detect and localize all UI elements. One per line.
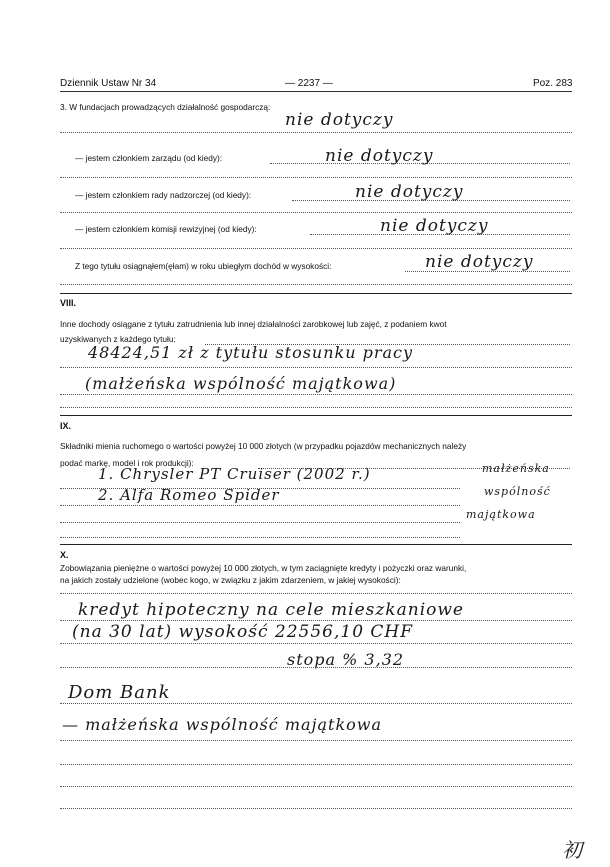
section9-answer-line1: 1. Chrysler PT Cruiser (2002 r.): [98, 465, 371, 483]
dotted-line: [60, 505, 460, 506]
section9-side-note-2: wspólność: [484, 485, 551, 498]
journal-title: Dziennik Ustaw Nr 34: [60, 78, 157, 89]
dotted-line: [60, 522, 460, 523]
board-member-answer: nie dotyczy: [325, 146, 434, 166]
section9-side-note-3: majątkowa: [466, 508, 536, 521]
section-divider: [60, 293, 572, 294]
income-label: Z tego tytułu osiągnąłem(ęłam) w roku ubiegłym dochód w wysokości:: [75, 261, 332, 271]
dotted-line: [60, 248, 572, 249]
dotted-line: [60, 132, 572, 133]
header-rule: [60, 91, 572, 92]
dotted-line: [60, 740, 572, 741]
section10-text: Zobowiązania pieniężne o wartości powyżej 10 000 złotych, w tym zaciągnięte kredyty i pożyczki oraz warunki,: [60, 563, 467, 573]
dotted-line: [60, 620, 572, 621]
dotted-line: [60, 284, 572, 285]
section9-answer-line2: 2. Alfa Romeo Spider: [98, 486, 280, 504]
section8-answer-line1: 48424,51 zł z tytułu stosunku pracy: [88, 343, 414, 362]
section10-text-cont: na jakich zostały udzielone (wobec kogo, w związku z jakim zdarzeniem, w jakiej wysokości):: [60, 575, 401, 585]
dotted-line: [60, 177, 572, 178]
dotted-line: [60, 367, 572, 368]
dotted-line: [60, 703, 572, 704]
item3-answer: nie dotyczy: [285, 110, 394, 130]
section10-number: X.: [60, 550, 69, 560]
audit-committee-answer: nie dotyczy: [380, 216, 489, 236]
section10-answer-line4: Dom Bank: [68, 682, 171, 703]
page-number: — 2237 —: [285, 78, 333, 89]
section10-answer-line1: kredyt hipoteczny na cele mieszkaniowe: [78, 600, 464, 620]
section10-answer-line2: (na 30 lat) wysokość 22556,10 CHF: [72, 622, 414, 642]
section9-text-cont: podać markę, model i rok produkcji):: [60, 458, 194, 468]
section8-text: Inne dochody osiągane z tytułu zatrudnienia lub innej działalności zarobkowej lub zajęć, z podaniem kwot: [60, 319, 447, 329]
section9-side-note-1: małżeńska: [482, 462, 550, 475]
section8-text-cont: uzyskiwanych z każdego tytułu:: [60, 334, 176, 344]
dotted-line: [60, 667, 572, 668]
dotted-line: [60, 593, 572, 594]
dotted-line: [60, 537, 460, 538]
section8-number: VIII.: [60, 298, 77, 308]
dotted-line: [60, 407, 572, 408]
board-member-label: — jestem członkiem zarządu (od kiedy):: [75, 153, 223, 163]
section-divider: [60, 415, 572, 416]
dotted-line: [60, 488, 460, 489]
section9-text: Składniki mienia ruchomego o wartości powyżej 10 000 złotych (w przypadku pojazdów mechanicznych należy: [60, 441, 467, 451]
dotted-line: [60, 643, 572, 644]
supervisory-board-label: — jestem członkiem rady nadzorczej (od kiedy):: [75, 190, 252, 200]
section-divider: [60, 544, 572, 545]
item3-title: 3. W fundacjach prowadzących działalność gospodarczą:: [60, 102, 271, 112]
dotted-line: [60, 808, 572, 809]
supervisory-board-answer: nie dotyczy: [355, 182, 464, 202]
dotted-line: [60, 212, 572, 213]
dotted-line: [60, 394, 572, 395]
dotted-line: [60, 786, 572, 787]
audit-committee-label: — jestem członkiem komisji rewizyjnej (od kiedy):: [75, 224, 257, 234]
position-number: Poz. 283: [533, 78, 573, 89]
section10-answer-line5: — małżeńska wspólność majątkowa: [62, 715, 383, 734]
section9-number: IX.: [60, 421, 72, 431]
income-answer: nie dotyczy: [425, 252, 534, 272]
section10-answer-line3: stopa % 3,32: [287, 650, 405, 669]
section8-answer-line2: (małżeńska wspólność majątkowa): [85, 374, 397, 393]
dotted-line: [60, 764, 572, 765]
signature-initials: 初: [562, 838, 582, 862]
